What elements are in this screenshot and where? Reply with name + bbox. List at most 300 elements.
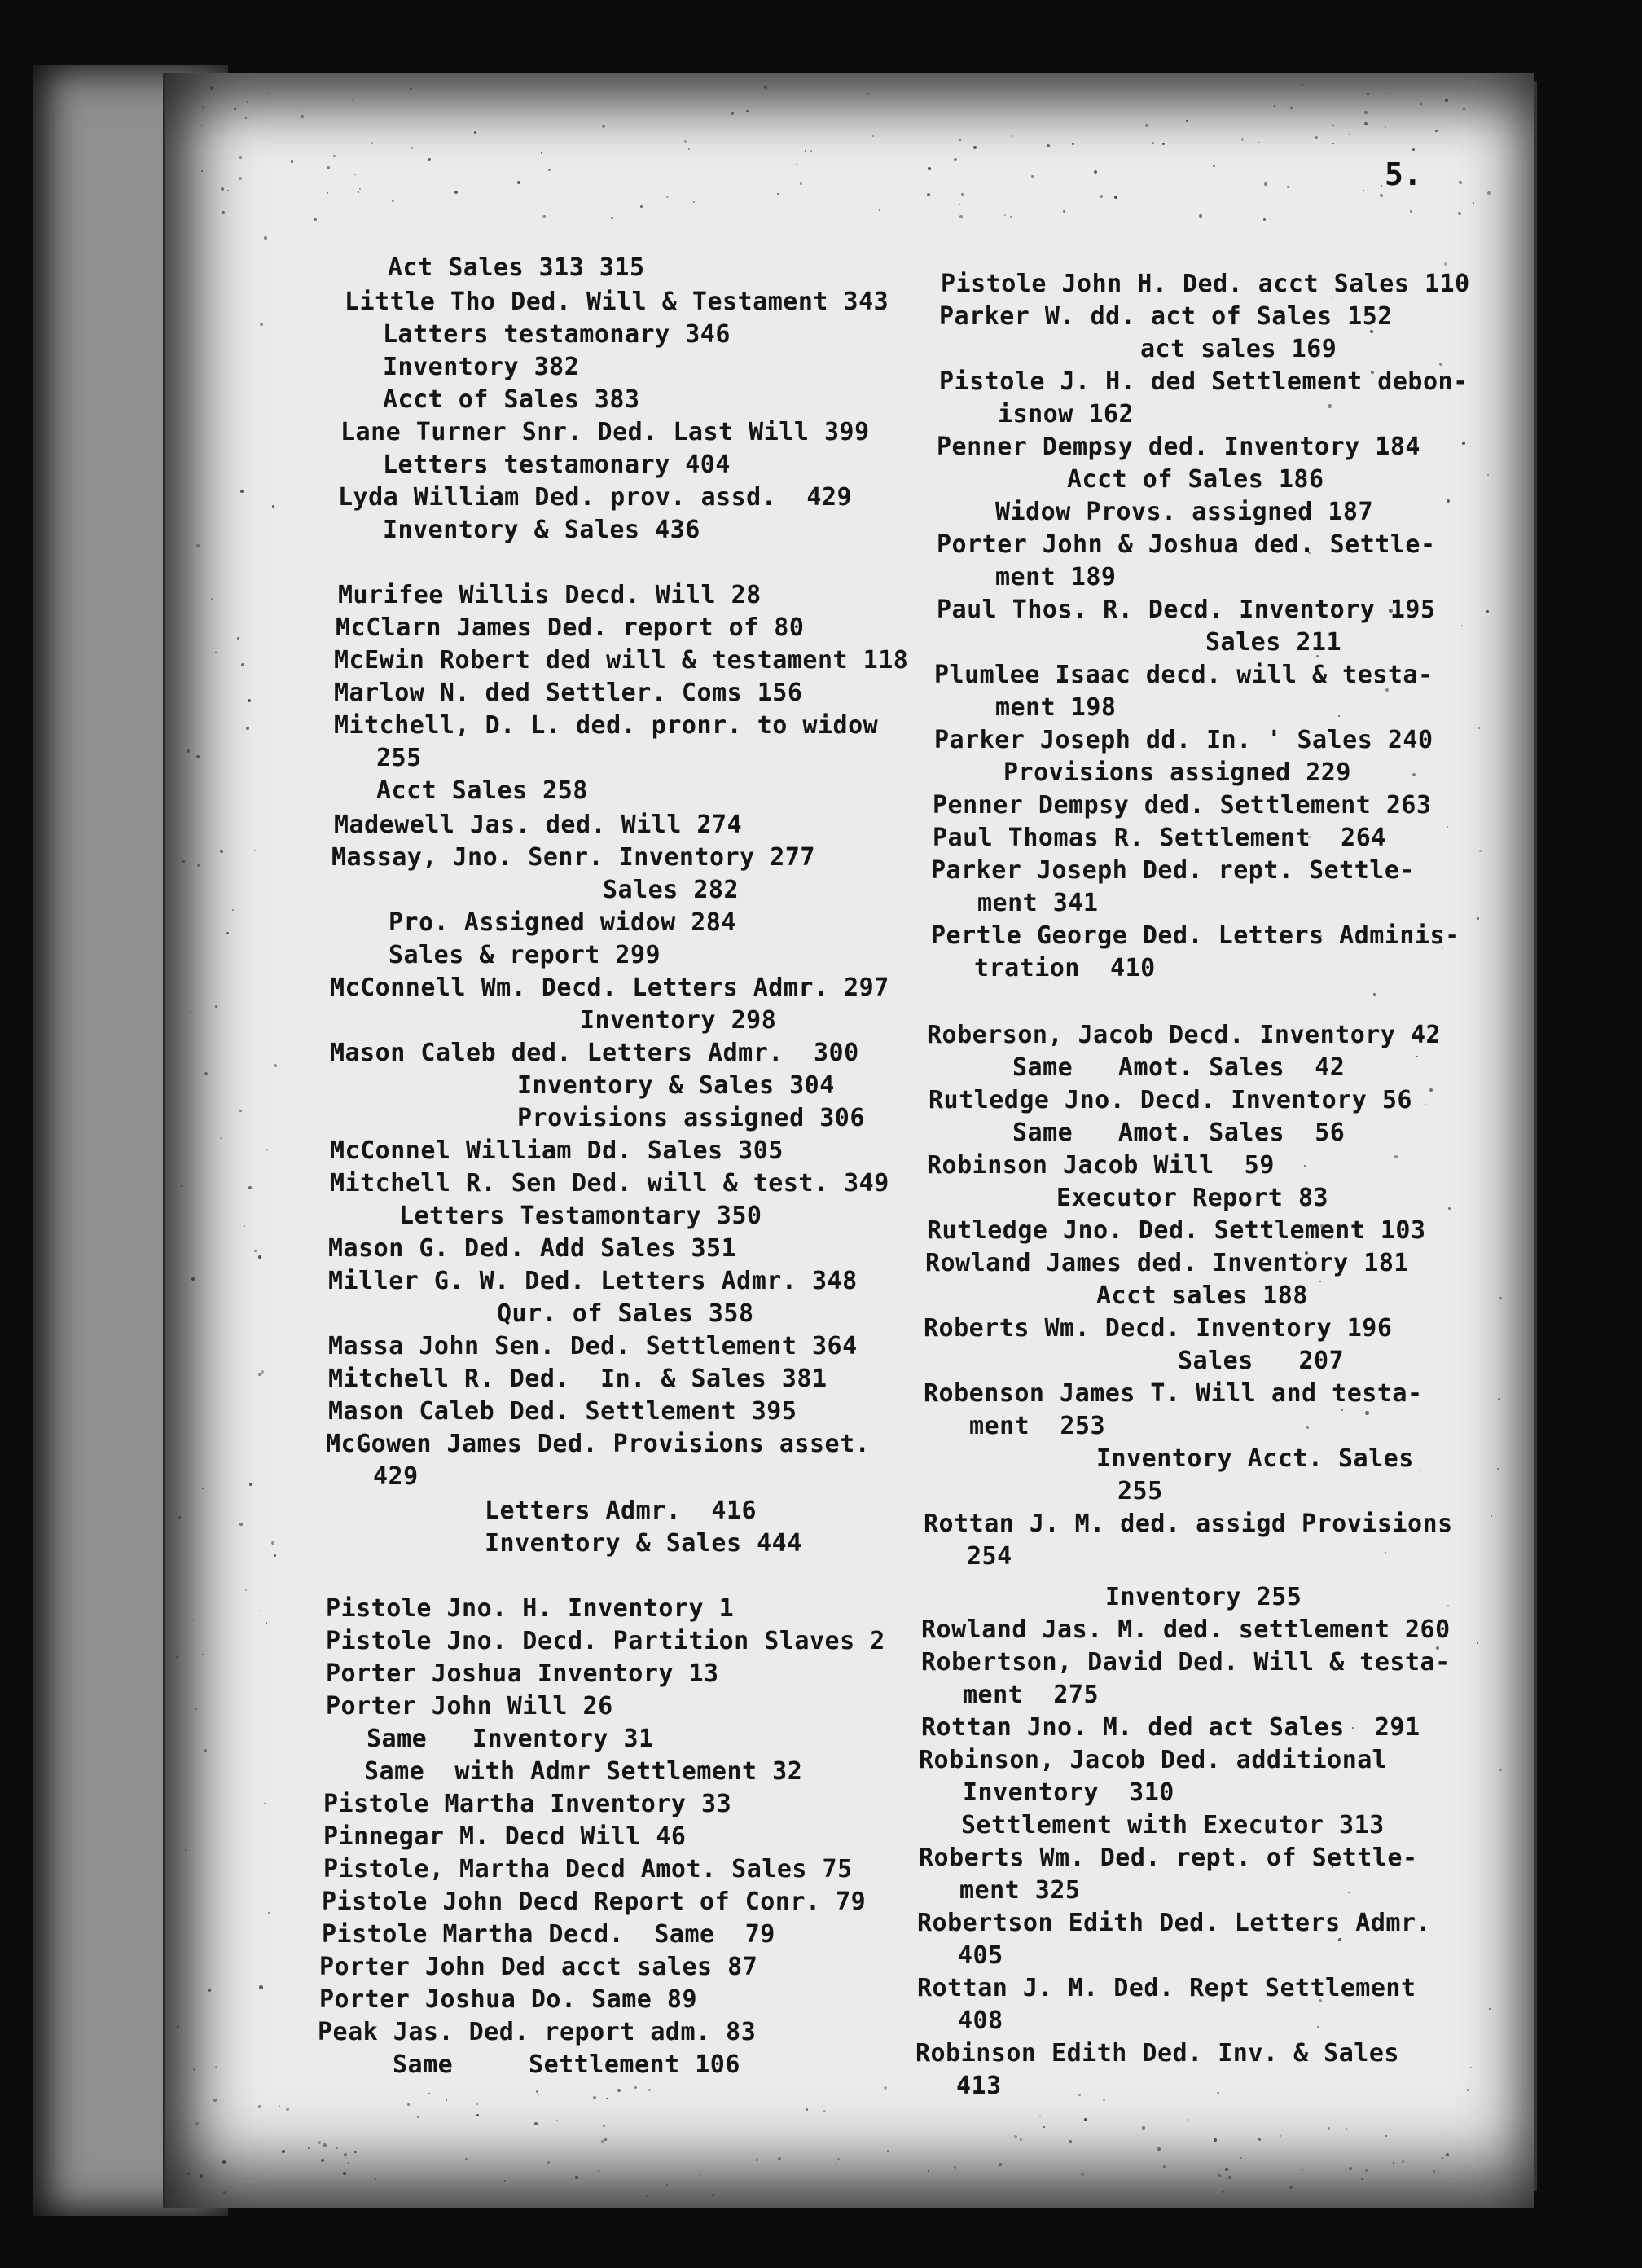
paper-speck (1402, 2160, 1404, 2163)
paper-speck (542, 215, 546, 218)
paper-speck (248, 699, 251, 702)
paper-speck (1084, 2118, 1087, 2121)
paper-speck (666, 2184, 668, 2186)
index-entry-line: isnow 162 (998, 400, 1135, 429)
index-entry-line: Mason Caleb Ded. Settlement 395 (328, 1397, 797, 1426)
index-entry-line: Rutledge Jno. Decd. Inventory 56 (929, 1086, 1412, 1114)
paper-speck (271, 1541, 274, 1545)
index-entry-line: Plumlee Isaac decd. will & testa- (934, 661, 1433, 689)
paper-speck (354, 174, 356, 175)
paper-speck (211, 598, 213, 600)
paper-speck (1225, 2168, 1228, 2171)
index-entry-line: Madewell Jas. ded. Will 274 (334, 811, 743, 839)
paper-speck (1328, 2127, 1330, 2130)
paper-speck (258, 2105, 261, 2108)
index-entry-line: Rottan J. M. ded. assigd Provisions (924, 1510, 1453, 1538)
paper-speck (249, 1483, 252, 1486)
paper-speck (301, 107, 302, 108)
paper-speck (215, 2066, 217, 2068)
index-entry-line: Letters Testamontary 350 (399, 1202, 762, 1230)
paper-speck (1114, 196, 1117, 199)
index-entry-line: Sales 207 (1178, 1347, 1345, 1375)
paper-speck (1218, 2174, 1221, 2177)
paper-speck (476, 2103, 478, 2105)
paper-speck (187, 2173, 190, 2175)
index-entry-line: Robinson Jacob Will 59 (927, 1151, 1275, 1180)
paper-speck (1420, 103, 1422, 105)
index-entry-line: Pistole J. H. ded Settlement debon- (939, 367, 1469, 396)
paper-speck (731, 112, 734, 115)
paper-speck (1069, 2140, 1072, 2143)
paper-speck (177, 2025, 179, 2028)
index-entry-line: Acct Sales 258 (376, 776, 588, 805)
index-entry-line: ment 275 (963, 1681, 1100, 1709)
paper-speck (1499, 1769, 1502, 1771)
paper-speck (1349, 2167, 1352, 2170)
paper-speck (1217, 2092, 1219, 2094)
paper-speck (1491, 1515, 1492, 1517)
paper-speck (359, 188, 361, 190)
paper-speck (193, 1619, 195, 1620)
paper-speck (541, 152, 542, 154)
index-entry-line: Provisions assigned 229 (1003, 758, 1351, 787)
paper-speck (959, 139, 961, 141)
index-entry-line: act sales 169 (1140, 335, 1337, 363)
paper-speck (1289, 2186, 1293, 2189)
paper-speck (872, 135, 874, 137)
paper-speck (805, 150, 806, 152)
paper-speck (220, 1137, 222, 1139)
index-entry-line: Sales & report 299 (389, 941, 661, 969)
paper-speck (1479, 850, 1482, 852)
paper-speck (1031, 175, 1034, 178)
paper-speck (201, 170, 203, 172)
paper-speck (1302, 2169, 1303, 2170)
paper-speck (245, 117, 247, 119)
paper-speck (1442, 2157, 1443, 2159)
paper-speck (1381, 185, 1382, 187)
index-entry-line: Roberts Wm. Ded. rept. of Settle- (919, 1844, 1418, 1872)
paper-speck (1394, 1155, 1398, 1158)
index-entry-line: ment 189 (995, 563, 1117, 591)
paper-speck (928, 167, 931, 170)
index-entry-line: Sales 211 (1205, 628, 1342, 657)
paper-speck (327, 166, 330, 169)
paper-speck (1412, 773, 1416, 776)
paper-speck (301, 115, 304, 118)
index-entry-line: Acct sales 188 (1096, 1281, 1308, 1310)
index-entry-line: Rottan Jno. M. ded act Sales 291 (921, 1713, 1420, 1742)
paper-speck (239, 1523, 243, 1526)
index-entry-line: Inventory Acct. Sales (1096, 1444, 1414, 1473)
paper-speck (343, 2172, 346, 2175)
paper-speck (336, 2147, 338, 2149)
paper-speck (1274, 105, 1275, 107)
paper-speck (258, 1373, 261, 1376)
paper-speck (375, 2178, 376, 2180)
paper-speck (778, 2157, 781, 2160)
paper-speck (1497, 1468, 1499, 1470)
index-entry-line: Letters testamonary 404 (383, 451, 731, 479)
paper-speck (191, 2182, 193, 2183)
paper-speck (1240, 2157, 1242, 2159)
index-entry-line: Porter Joshua Do. Same 89 (319, 1985, 698, 2014)
index-entry-line: Parker Joseph dd. In. ' Sales 240 (934, 726, 1433, 754)
index-entry-line: tration 410 (974, 954, 1156, 982)
index-entry-line: Same Amot. Sales 42 (1012, 1053, 1346, 1082)
paper-speck (314, 218, 317, 221)
index-entry-line: Porter John Ded acct sales 87 (319, 1953, 758, 1981)
paper-speck (266, 93, 268, 94)
index-entry-line: Robinson, Jacob Ded. additional (919, 1746, 1388, 1774)
paper-speck (1363, 190, 1364, 191)
paper-speck (1039, 2116, 1041, 2117)
paper-speck (1187, 2119, 1188, 2121)
index-entry-line: Paul Thos. R. Decd. Inventory 195 (937, 596, 1436, 624)
paper-speck (1439, 363, 1442, 366)
paper-speck (260, 1610, 261, 1611)
paper-speck (1373, 993, 1376, 996)
paper-speck (201, 125, 203, 126)
paper-speck (182, 860, 185, 863)
index-entry-line: Act Sales 313 315 (388, 253, 645, 282)
index-entry-line: Sales 282 (603, 876, 740, 904)
paper-speck (1487, 191, 1491, 195)
page-number: 5. (1385, 156, 1422, 192)
index-entry-line: Same with Admr Settlement 32 (364, 1757, 803, 1786)
paper-speck (1470, 2067, 1472, 2068)
paper-speck (407, 2103, 410, 2106)
paper-speck (1328, 404, 1332, 408)
index-entry-line: Rowland James ded. Inventory 181 (925, 1249, 1409, 1277)
paper-speck (1072, 143, 1074, 145)
paper-speck (1349, 134, 1350, 135)
index-entry-line: ment 198 (995, 693, 1117, 722)
paper-speck (954, 2166, 956, 2169)
paper-speck (213, 2099, 217, 2102)
index-entry-line: Inventory & Sales 436 (383, 516, 700, 544)
paper-speck (1287, 186, 1289, 188)
index-entry-line: Porter John & Joshua ded. Settle- (937, 530, 1436, 559)
index-entry-line: Little Tho Ded. Will & Testament 343 (345, 288, 889, 316)
paper-speck (344, 2153, 347, 2156)
index-entry-line: Pistole Martha Decd. Same 79 (322, 1920, 775, 1949)
paper-speck (1222, 2191, 1224, 2193)
paper-speck (244, 1225, 245, 1227)
paper-speck (604, 2138, 607, 2141)
index-entry-line: 408 (958, 2006, 1003, 2035)
index-entry-line: Murifee Willis Decd. Will 28 (338, 581, 762, 609)
paper-speck (208, 1989, 211, 1992)
paper-speck (191, 1277, 195, 1281)
paper-speck (190, 1012, 191, 1013)
paper-speck (879, 209, 880, 211)
index-entry-line: Parker Joseph Ded. rept. Settle- (931, 856, 1415, 885)
paper-speck (195, 1708, 197, 1710)
paper-speck (239, 1110, 242, 1112)
paper-speck (417, 2116, 419, 2118)
paper-speck (810, 150, 812, 152)
paper-speck (538, 2094, 539, 2095)
index-entry-line: Qur. of Sales 358 (497, 1299, 754, 1328)
index-entry-line: Parker W. dd. act of Sales 152 (939, 302, 1393, 331)
paper-speck (1498, 1398, 1500, 1400)
paper-speck (959, 215, 963, 218)
paper-speck (1241, 138, 1244, 141)
paper-speck (1435, 130, 1438, 132)
paper-speck (1361, 2178, 1363, 2180)
index-entry-line: Settlement with Executor 313 (961, 1811, 1385, 1839)
index-entry-line: Pistole Jno. Decd. Partition Slaves 2 (326, 1627, 885, 1655)
paper-speck (354, 2151, 357, 2153)
paper-speck (666, 196, 669, 198)
paper-speck (598, 2170, 599, 2172)
paper-speck (227, 190, 229, 191)
index-entry-line: Inventory 310 (963, 1778, 1174, 1807)
paper-speck (606, 2098, 608, 2099)
index-entry-line: Pistole John Decd Report of Conr. 79 (322, 1888, 867, 1916)
index-entry-line: Mason G. Ded. Add Sales 351 (328, 1234, 737, 1263)
paper-speck (241, 663, 244, 666)
index-entry-line: Acct of Sales 383 (383, 385, 640, 414)
paper-speck (973, 146, 977, 149)
paper-speck (517, 181, 520, 184)
paper-speck (1020, 2138, 1022, 2141)
index-entry-line: Peak Jas. Ded. report adm. 83 (318, 2018, 757, 2046)
index-entry-line: Pistole, Martha Decd Amot. Sales 75 (323, 1855, 853, 1883)
paper-speck (246, 727, 249, 730)
paper-speck (1228, 2176, 1232, 2179)
paper-speck (746, 110, 749, 112)
paper-speck (1142, 2126, 1145, 2130)
paper-speck (392, 200, 394, 202)
index-entry-line: Mitchell R. Sen Ded. will & test. 349 (330, 1169, 889, 1198)
index-entry-line: ment 325 (959, 1876, 1081, 1905)
paper-speck (1338, 715, 1340, 717)
index-entry-line: Rowland Jas. M. ded. settlement 260 (921, 1615, 1451, 1644)
paper-speck (268, 1912, 270, 1914)
paper-speck (887, 2150, 889, 2152)
paper-speck (1459, 181, 1462, 184)
paper-speck (1315, 136, 1318, 139)
paper-speck (1199, 214, 1202, 218)
index-entry-line: Robertson Edith Ded. Letters Admr. (917, 1909, 1432, 1937)
index-entry-line: Executor Report 83 (1056, 1184, 1329, 1212)
index-entry-line: Robertson, David Ded. Will & testa- (921, 1648, 1451, 1677)
index-entry-line: Latters testamonary 346 (383, 320, 731, 349)
index-entry-line: Miller G. W. Ded. Letters Admr. 348 (328, 1267, 858, 1295)
index-entry-line: Pistole Martha Inventory 33 (323, 1790, 732, 1818)
paper-speck (1100, 195, 1103, 198)
index-entry-line: Penner Dempsy ded. Settlement 263 (933, 791, 1432, 820)
index-entry-line: Mitchell R. Ded. In. & Sales 381 (328, 1365, 828, 1393)
paper-speck (1014, 2135, 1017, 2138)
index-entry-line: Roberts Wm. Decd. Inventory 196 (924, 1314, 1393, 1343)
paper-speck (1448, 1207, 1451, 1210)
index-entry-line: Acct of Sales 186 (1067, 465, 1324, 494)
paper-speck (1478, 727, 1480, 729)
paper-speck (323, 2143, 327, 2147)
paper-speck (602, 125, 605, 128)
paper-speck (1445, 99, 1448, 102)
paper-speck (1258, 142, 1260, 143)
paper-speck (220, 850, 223, 853)
index-entry-line: Lyda William Ded. prov. assd. 429 (338, 483, 853, 512)
paper-speck (465, 2158, 468, 2160)
index-entry-line: Same Inventory 31 (367, 1725, 654, 1753)
index-entry-line: Roberson, Jacob Decd. Inventory 42 (927, 1021, 1442, 1049)
paper-speck (1063, 210, 1065, 213)
index-entry-line: McClarn James Ded. report of 80 (336, 613, 805, 642)
paper-speck (254, 850, 256, 851)
paper-speck (954, 158, 957, 161)
index-entry-line: Same Settlement 106 (393, 2050, 740, 2079)
index-entry-line: Penner Dempsy ded. Inventory 184 (937, 433, 1420, 461)
paper-speck (536, 2090, 538, 2093)
paper-speck (1263, 218, 1266, 221)
paper-speck (1047, 144, 1050, 147)
paper-speck (264, 236, 267, 240)
paper-speck (266, 1622, 267, 1624)
paper-speck (234, 108, 236, 110)
index-entry-line: Marlow N. ded Settler. Coms 156 (334, 679, 803, 707)
paper-speck (240, 490, 244, 493)
paper-speck (556, 2120, 558, 2121)
paper-speck (1447, 499, 1450, 503)
paper-speck (274, 1064, 277, 1067)
paper-speck (232, 909, 234, 911)
paper-speck (884, 2086, 887, 2090)
index-entry-line: 429 (373, 1462, 419, 1491)
paper-speck (823, 2110, 826, 2112)
index-entry-line: Lane Turner Snr. Ded. Last Will 399 (340, 418, 870, 446)
index-entry-line: Porter John Will 26 (326, 1692, 613, 1721)
paper-speck (1145, 124, 1148, 127)
index-entry-line: ment 253 (969, 1412, 1106, 1440)
paper-speck (1157, 2147, 1161, 2151)
paper-speck (640, 205, 643, 208)
paper-speck (928, 2170, 929, 2172)
paper-speck (1416, 1056, 1418, 1057)
index-entry-line: Rottan J. M. Ded. Rept Settlement (917, 1974, 1416, 2002)
index-entry-line: Pistole Jno. H. Inventory 1 (326, 1594, 735, 1623)
paper-speck (410, 147, 413, 149)
paper-speck (1332, 143, 1334, 144)
index-entry-line: Same Amot. Sales 56 (1012, 1119, 1346, 1147)
paper-speck (885, 99, 886, 100)
paper-speck (195, 2122, 199, 2125)
paper-speck (410, 87, 412, 90)
paper-speck (259, 1985, 263, 1989)
index-entry-line: 255 (376, 744, 422, 772)
index-entry-line: Mitchell, D. L. ded. pronr. to widow (334, 711, 879, 740)
paper-speck (684, 140, 687, 143)
paper-speck (1385, 126, 1386, 128)
index-entry-line: 413 (956, 2072, 1002, 2100)
paper-speck (1258, 2138, 1261, 2141)
paper-speck (1429, 1088, 1433, 1092)
paper-speck (1462, 442, 1465, 445)
paper-speck (204, 1072, 208, 1075)
paper-speck (1487, 474, 1489, 476)
paper-speck (248, 1186, 252, 1189)
index-entry-line: Rutledge Jno. Ded. Settlement 103 (927, 1216, 1426, 1245)
index-entry-line: Robenson James T. Will and testa- (924, 1379, 1423, 1408)
paper-speck (796, 164, 797, 165)
index-entry-line: Letters Admr. 416 (485, 1497, 757, 1525)
paper-speck (202, 1488, 204, 1489)
paper-speck (352, 99, 353, 100)
index-entry-line: Inventory 255 (1105, 1583, 1302, 1611)
paper-speck (239, 177, 242, 180)
paper-speck (867, 93, 869, 95)
index-entry-line: 254 (967, 1542, 1012, 1571)
index-entry-line: Widow Provs. assigned 187 (995, 498, 1374, 526)
paper-speck (1302, 84, 1303, 86)
index-entry-line: Pinnegar M. Decd Will 46 (323, 1822, 687, 1851)
paper-speck (1214, 2138, 1217, 2142)
index-entry-line: Massay, Jno. Senr. Inventory 277 (331, 843, 815, 872)
index-entry-line: Paul Thomas R. Settlement 264 (933, 824, 1386, 852)
paper-speck (178, 2068, 179, 2070)
index-entry-line: Massa John Sen. Ded. Settlement 364 (328, 1332, 858, 1360)
index-entry-line: ment 341 (977, 889, 1099, 917)
paper-speck (1365, 1411, 1369, 1415)
paper-speck (603, 2125, 605, 2127)
paper-speck (1467, 2089, 1469, 2091)
paper-speck (1385, 2135, 1387, 2137)
paper-speck (601, 2140, 604, 2143)
paper-speck (279, 2105, 280, 2107)
paper-speck (806, 2108, 808, 2111)
index-entry-line: Inventory 382 (383, 353, 580, 381)
paper-speck (215, 1005, 217, 1008)
paper-speck (1477, 1642, 1478, 1644)
index-entry-line: Pertle George Ded. Letters Adminis- (931, 921, 1460, 950)
paper-speck (371, 142, 373, 144)
paper-speck (1163, 2165, 1166, 2168)
index-entry-line: 405 (958, 1941, 1003, 1970)
paper-speck (617, 2089, 621, 2092)
paper-speck (223, 2191, 226, 2194)
index-entry-line: Mason Caleb ded. Letters Admr. 300 (330, 1039, 859, 1067)
paper-speck (1380, 194, 1383, 197)
paper-speck (959, 204, 960, 205)
index-entry-line: 255 (1117, 1477, 1163, 1505)
paper-speck (1419, 1470, 1420, 1471)
paper-speck (575, 2176, 578, 2179)
paper-speck (333, 155, 336, 157)
paper-speck (1499, 1297, 1502, 1299)
index-entry-line: McConnel William Dd. Sales 305 (330, 1136, 784, 1165)
index-entry-line: McConnell Wm. Decd. Letters Admr. 297 (330, 974, 889, 1002)
paper-speck (712, 2194, 714, 2196)
paper-speck (1152, 142, 1154, 144)
paper-speck (210, 86, 213, 90)
index-entry-line: Provisions assigned 306 (517, 1104, 865, 1132)
index-entry-line: Inventory & Sales 444 (485, 1529, 802, 1558)
index-entry-line: Robinson Edith Ded. Inv. & Sales (915, 2039, 1399, 2068)
index-entry-line: McEwin Robert ded will & testament 118 (334, 646, 909, 675)
paper-speck (181, 1185, 183, 1187)
paper-speck (999, 2163, 1002, 2166)
index-entry-line: Inventory & Sales 304 (517, 1071, 835, 1100)
index-entry-line: Inventory 298 (580, 1006, 777, 1035)
paper-speck (1078, 2094, 1081, 2096)
paper-speck (1477, 917, 1479, 920)
paper-speck (800, 182, 802, 185)
paper-speck (348, 2162, 349, 2164)
